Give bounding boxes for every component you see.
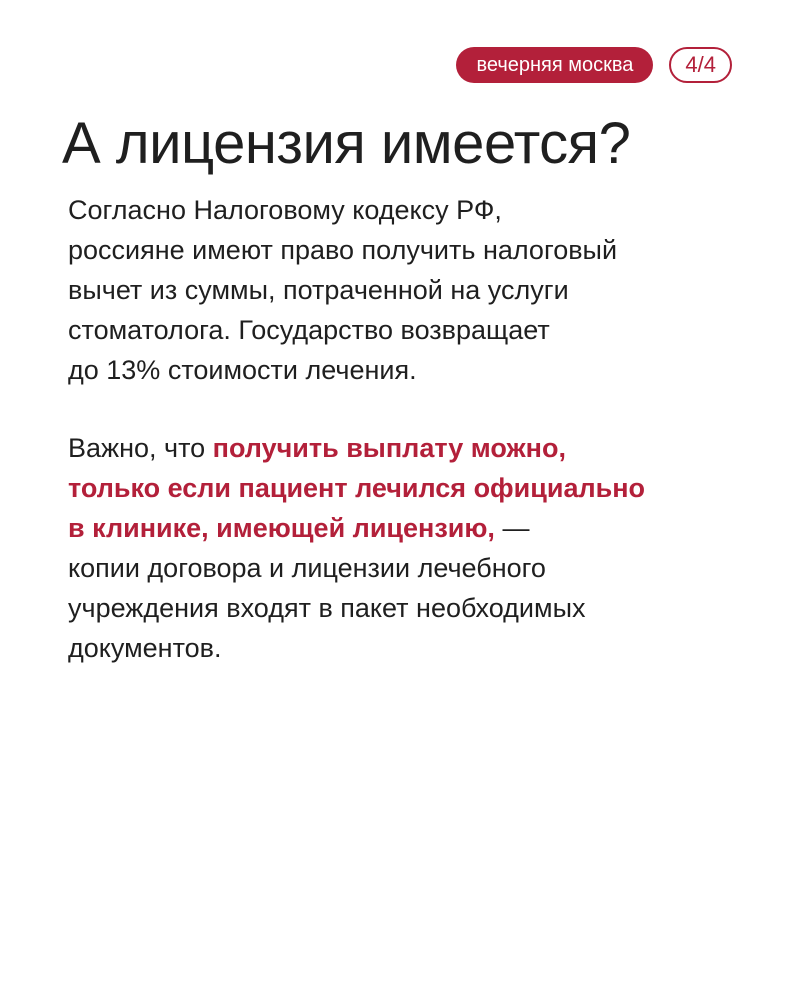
highlight-text: в клинике, имеющей лицензию, <box>68 513 495 543</box>
page-counter: 4/4 <box>669 47 732 83</box>
paragraph-1-line: вычет из суммы, потраченной на услуги <box>68 275 569 305</box>
paragraph-1-line: Согласно Налоговому кодексу РФ, <box>68 195 502 225</box>
paragraph-tax-deduction <box>68 190 748 390</box>
highlight-text: получить выплату можно, <box>212 433 566 463</box>
paragraph-2-dash: — <box>494 513 530 543</box>
paragraph-2-line: копии договора и лицензии лечебного <box>68 553 546 583</box>
page-title: А лицензия имеется? <box>62 111 631 176</box>
header-bar <box>456 47 732 83</box>
paragraph-license-requirement <box>68 428 748 668</box>
highlight-text: только если пациент лечился официально <box>68 473 646 503</box>
paragraph-2-intro: Важно, что <box>68 433 213 463</box>
paragraph-1-line: стоматолога. Государство возвращает <box>68 315 550 345</box>
paragraph-1-line: до 13% стоимости лечения. <box>68 355 417 385</box>
brand-badge: вечерняя москва <box>456 47 653 83</box>
paragraph-1-line: россияне имеют право получить налоговый <box>68 235 618 265</box>
paragraph-2-line: документов. <box>68 633 222 663</box>
paragraph-2-line: учреждения входят в пакет необходимых <box>68 593 586 623</box>
